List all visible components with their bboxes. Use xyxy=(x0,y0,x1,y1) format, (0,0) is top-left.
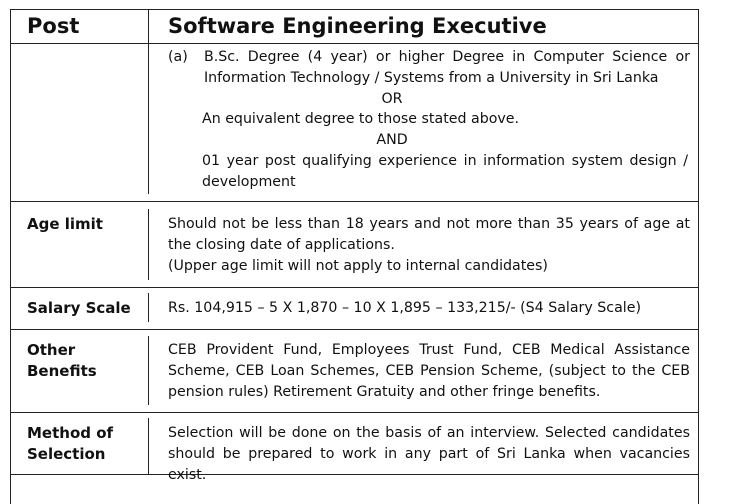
qualification-degree: B.Sc. Degree (4 year) or higher Degree in Computer Science or Information Technology / Systems from a University in Sri Lanka xyxy=(204,49,690,86)
column-divider xyxy=(148,209,149,280)
selection-method-label xyxy=(27,423,142,464)
selection-label-line1: Method of xyxy=(27,424,114,442)
header-divider xyxy=(10,43,699,44)
column-divider xyxy=(148,9,149,194)
column-divider xyxy=(148,418,149,474)
age-limit-text: Should not be less than 18 years and not more than 35 years of age at the closing date of applications. xyxy=(168,216,690,253)
salary-scale-label: Salary Scale xyxy=(27,299,131,317)
qualification-or: OR xyxy=(381,90,403,107)
qualification-and: AND xyxy=(376,132,408,149)
row-divider xyxy=(10,287,699,288)
row-divider xyxy=(10,412,699,413)
row-divider xyxy=(10,201,699,202)
post-label: Post xyxy=(27,14,80,38)
age-limit-value xyxy=(168,214,690,276)
other-benefits-label: Other Benefits xyxy=(27,341,97,380)
column-divider xyxy=(148,336,149,405)
table-top-border xyxy=(10,9,699,10)
qualification-marker: (a) xyxy=(168,49,188,65)
other-benefits-value: CEB Provident Fund, Employees Trust Fund, CEB Medical Assistance Scheme, CEB Loan Schemes, CEB Pension Scheme, (subject to the CEB pension rules) Retirement Gratuity and other fringe benefits. xyxy=(168,342,690,400)
column-divider xyxy=(148,293,149,322)
selection-label-line2: Selection xyxy=(27,444,106,463)
qualification-equivalent: An equivalent degree to those stated above. xyxy=(202,111,520,128)
qualifications-cell xyxy=(168,47,690,193)
post-title: Software Engineering Executive xyxy=(168,14,547,38)
salary-scale-value: Rs. 104,915 – 5 X 1,870 – 10 X 1,895 – 133,215/- (S4 Salary Scale) xyxy=(168,300,642,316)
age-limit-note: (Upper age limit will not apply to internal candidates) xyxy=(168,257,548,274)
row-divider xyxy=(10,329,699,330)
selection-method-value: Selection will be done on the basis of an interview. Selected candidates should be prepared to work in any part of Sri Lanka when vacancies exist. xyxy=(168,425,690,483)
age-limit-label: Age limit xyxy=(27,215,103,233)
qualification-experience: 01 year post qualifying experience in information system design / development xyxy=(202,152,688,190)
